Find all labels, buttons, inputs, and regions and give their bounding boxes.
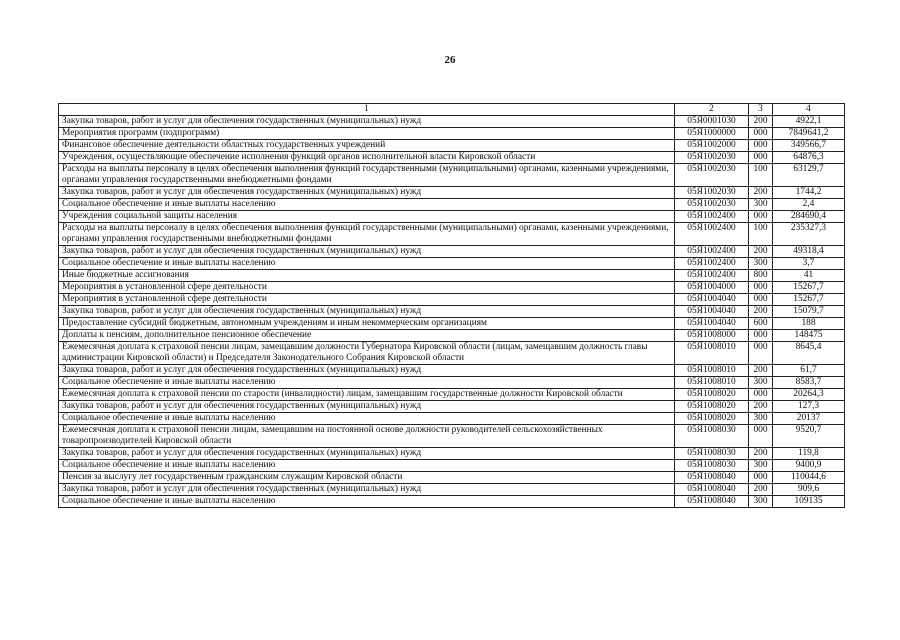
cell-amount: 349566,7 (773, 140, 845, 152)
cell-amount: 15267,7 (773, 282, 845, 294)
cell-amount: 15267,7 (773, 294, 845, 306)
table-row (59, 389, 845, 401)
cell-name: Учреждения, осуществляющие обеспечение исполнения функций органов исполнительной власти Кировской области (59, 152, 675, 164)
cell-name: Мероприятия программ (подпрограмм) (59, 128, 675, 140)
cell-amount: 49318,4 (773, 246, 845, 258)
cell-name: Ежемесячная доплата к страховой пенсии лицам, замещавшим на постоянной основе должности руководителей сельскохозяйственных товаропроизводителей Кировской области (59, 425, 675, 448)
cell-amount: 20137 (773, 413, 845, 425)
cell-code: 05Я1008000 (675, 330, 749, 342)
table-row (59, 246, 845, 258)
cell-type: 000 (749, 294, 773, 306)
budget-table-container (58, 103, 844, 508)
table-row (59, 270, 845, 282)
cell-name: Мероприятия в установленной сфере деятельности (59, 294, 675, 306)
cell-amount: 1744,2 (773, 187, 845, 199)
cell-amount: 9520,7 (773, 425, 845, 448)
cell-amount: 110044,6 (773, 472, 845, 484)
cell-amount: 148475 (773, 330, 845, 342)
cell-amount: 109135 (773, 496, 845, 508)
cell-type: 300 (749, 413, 773, 425)
cell-code: 05Я1008010 (675, 365, 749, 377)
cell-amount: 63129,7 (773, 164, 845, 187)
cell-code: 05Я1004040 (675, 294, 749, 306)
cell-amount: 64876,3 (773, 152, 845, 164)
cell-code: 05Я1002400 (675, 211, 749, 223)
cell-amount: 41 (773, 270, 845, 282)
cell-name: Ежемесячная доплата к страховой пенсии по старости (инвалидности) лицам, замещавшим государственные должности Кировской области (59, 389, 675, 401)
table-row (59, 377, 845, 389)
table-row (59, 330, 845, 342)
cell-amount: 284690,4 (773, 211, 845, 223)
cell-type: 200 (749, 365, 773, 377)
cell-amount: 235327,3 (773, 223, 845, 246)
cell-amount: 9400,9 (773, 460, 845, 472)
cell-name: Финансовое обеспечение деятельности областных государственных учреждений (59, 140, 675, 152)
cell-code: 05Я1008020 (675, 413, 749, 425)
table-row (59, 448, 845, 460)
cell-amount: 61,7 (773, 365, 845, 377)
header-cell-amount: 4 (773, 104, 845, 116)
cell-type: 200 (749, 448, 773, 460)
cell-code: 05Я1002400 (675, 270, 749, 282)
cell-type: 300 (749, 496, 773, 508)
cell-amount: 127,3 (773, 401, 845, 413)
table-row (59, 472, 845, 484)
cell-type: 000 (749, 211, 773, 223)
cell-type: 100 (749, 223, 773, 246)
cell-name: Социальное обеспечение и иные выплаты населению (59, 413, 675, 425)
table-row (59, 140, 845, 152)
cell-name: Иные бюджетные ассигнования (59, 270, 675, 282)
cell-amount: 8583,7 (773, 377, 845, 389)
cell-type: 000 (749, 330, 773, 342)
cell-type: 000 (749, 140, 773, 152)
header-cell-type: 3 (749, 104, 773, 116)
table-row (59, 116, 845, 128)
cell-name: Закупка товаров, работ и услуг для обеспечения государственных (муниципальных) нужд (59, 246, 675, 258)
cell-amount: 188 (773, 318, 845, 330)
cell-amount: 909,6 (773, 484, 845, 496)
table-row (59, 306, 845, 318)
cell-type: 000 (749, 282, 773, 294)
cell-type: 600 (749, 318, 773, 330)
cell-type: 300 (749, 377, 773, 389)
table-row (59, 460, 845, 472)
table-row (59, 484, 845, 496)
cell-code: 05Я1000000 (675, 128, 749, 140)
cell-amount: 7849641,2 (773, 128, 845, 140)
cell-name: Социальное обеспечение и иные выплаты населению (59, 377, 675, 389)
cell-code: 05Я1002400 (675, 246, 749, 258)
table-row (59, 365, 845, 377)
cell-code: 05Я1008010 (675, 342, 749, 365)
cell-code: 05Я1002030 (675, 187, 749, 199)
table-row (59, 401, 845, 413)
cell-type: 200 (749, 306, 773, 318)
table-row (59, 164, 845, 187)
cell-name: Ежемесячная доплата к страховой пенсии лицам, замещавшим должности Губернатора Кировской области (лицам, замещавшим должность главы администрации Кировской области) и Председателя Законодательного Собрания Кировской области (59, 342, 675, 365)
cell-type: 000 (749, 389, 773, 401)
cell-code: 05Я1002030 (675, 152, 749, 164)
cell-amount: 20264,3 (773, 389, 845, 401)
cell-name: Закупка товаров, работ и услуг для обеспечения государственных (муниципальных) нужд (59, 365, 675, 377)
table-row (59, 128, 845, 140)
cell-type: 300 (749, 460, 773, 472)
table-row (59, 496, 845, 508)
cell-name: Социальное обеспечение и иные выплаты населению (59, 258, 675, 270)
cell-name: Учреждения социальной защиты населения (59, 211, 675, 223)
cell-name: Предоставление субсидий бюджетным, автономным учреждениям и иным некоммерческим организациям (59, 318, 675, 330)
cell-code: 05Я1008040 (675, 472, 749, 484)
cell-name: Социальное обеспечение и иные выплаты населению (59, 199, 675, 211)
cell-code: 05Я1008030 (675, 448, 749, 460)
cell-code: 05Я1004000 (675, 282, 749, 294)
table-row (59, 152, 845, 164)
cell-code: 05Я1002400 (675, 258, 749, 270)
table-header-row (59, 104, 845, 116)
cell-code: 05Я1002030 (675, 199, 749, 211)
cell-name: Закупка товаров, работ и услуг для обеспечения государственных (муниципальных) нужд (59, 116, 675, 128)
cell-type: 300 (749, 199, 773, 211)
cell-amount: 2,4 (773, 199, 845, 211)
cell-type: 000 (749, 128, 773, 140)
cell-amount: 15079,7 (773, 306, 845, 318)
cell-type: 200 (749, 187, 773, 199)
cell-type: 200 (749, 116, 773, 128)
table-row (59, 223, 845, 246)
cell-code: 05Я1008030 (675, 425, 749, 448)
cell-code: 05Я1008030 (675, 460, 749, 472)
page-number: 26 (444, 54, 456, 66)
cell-name: Пенсия за выслугу лет государственным гражданским служащим Кировской области (59, 472, 675, 484)
cell-code: 05Я1002030 (675, 164, 749, 187)
cell-code: 05Я1008040 (675, 484, 749, 496)
cell-type: 000 (749, 342, 773, 365)
table-row (59, 318, 845, 330)
cell-type: 000 (749, 472, 773, 484)
cell-name: Закупка товаров, работ и услуг для обеспечения государственных (муниципальных) нужд (59, 448, 675, 460)
cell-code: 05Я0001030 (675, 116, 749, 128)
cell-name: Закупка товаров, работ и услуг для обеспечения государственных (муниципальных) нужд (59, 401, 675, 413)
cell-code: 05Я1002400 (675, 223, 749, 246)
cell-type: 000 (749, 152, 773, 164)
cell-code: 05Я1004040 (675, 318, 749, 330)
cell-type: 800 (749, 270, 773, 282)
table-row (59, 211, 845, 223)
cell-amount: 119,8 (773, 448, 845, 460)
cell-type: 200 (749, 484, 773, 496)
cell-type: 100 (749, 164, 773, 187)
cell-type: 200 (749, 246, 773, 258)
table-row (59, 294, 845, 306)
cell-code: 05Я1002000 (675, 140, 749, 152)
cell-type: 300 (749, 258, 773, 270)
cell-code: 05Я1008010 (675, 377, 749, 389)
table-row (59, 199, 845, 211)
table-row (59, 282, 845, 294)
cell-type: 200 (749, 401, 773, 413)
cell-amount: 3,7 (773, 258, 845, 270)
table-row (59, 342, 845, 365)
table-row (59, 258, 845, 270)
cell-name: Мероприятия в установленной сфере деятельности (59, 282, 675, 294)
table-row (59, 425, 845, 448)
cell-amount: 8645,4 (773, 342, 845, 365)
cell-amount: 4922,1 (773, 116, 845, 128)
header-cell-name: 1 (59, 104, 675, 116)
cell-code: 05Я1004040 (675, 306, 749, 318)
budget-table (58, 103, 845, 508)
cell-code: 05Я1008020 (675, 401, 749, 413)
cell-type: 000 (749, 425, 773, 448)
table-row (59, 413, 845, 425)
cell-name: Социальное обеспечение и иные выплаты населению (59, 496, 675, 508)
cell-code: 05Я1008020 (675, 389, 749, 401)
cell-name: Социальное обеспечение и иные выплаты населению (59, 460, 675, 472)
cell-name: Закупка товаров, работ и услуг для обеспечения государственных (муниципальных) нужд (59, 187, 675, 199)
cell-name: Расходы на выплаты персоналу в целях обеспечения выполнения функций государственными (муниципальными) органами, казенными учреждениями, органами управления государственными внебюджетными фондами (59, 164, 675, 187)
cell-name: Расходы на выплаты персоналу в целях обеспечения выполнения функций государственными (муниципальными) органами, казенными учреждениями, органами управления государственными внебюджетными фондами (59, 223, 675, 246)
cell-name: Доплаты к пенсиям, дополнительное пенсионное обеспечение (59, 330, 675, 342)
cell-code: 05Я1008040 (675, 496, 749, 508)
cell-name: Закупка товаров, работ и услуг для обеспечения государственных (муниципальных) нужд (59, 484, 675, 496)
table-row (59, 187, 845, 199)
header-cell-code: 2 (675, 104, 749, 116)
cell-name: Закупка товаров, работ и услуг для обеспечения государственных (муниципальных) нужд (59, 306, 675, 318)
